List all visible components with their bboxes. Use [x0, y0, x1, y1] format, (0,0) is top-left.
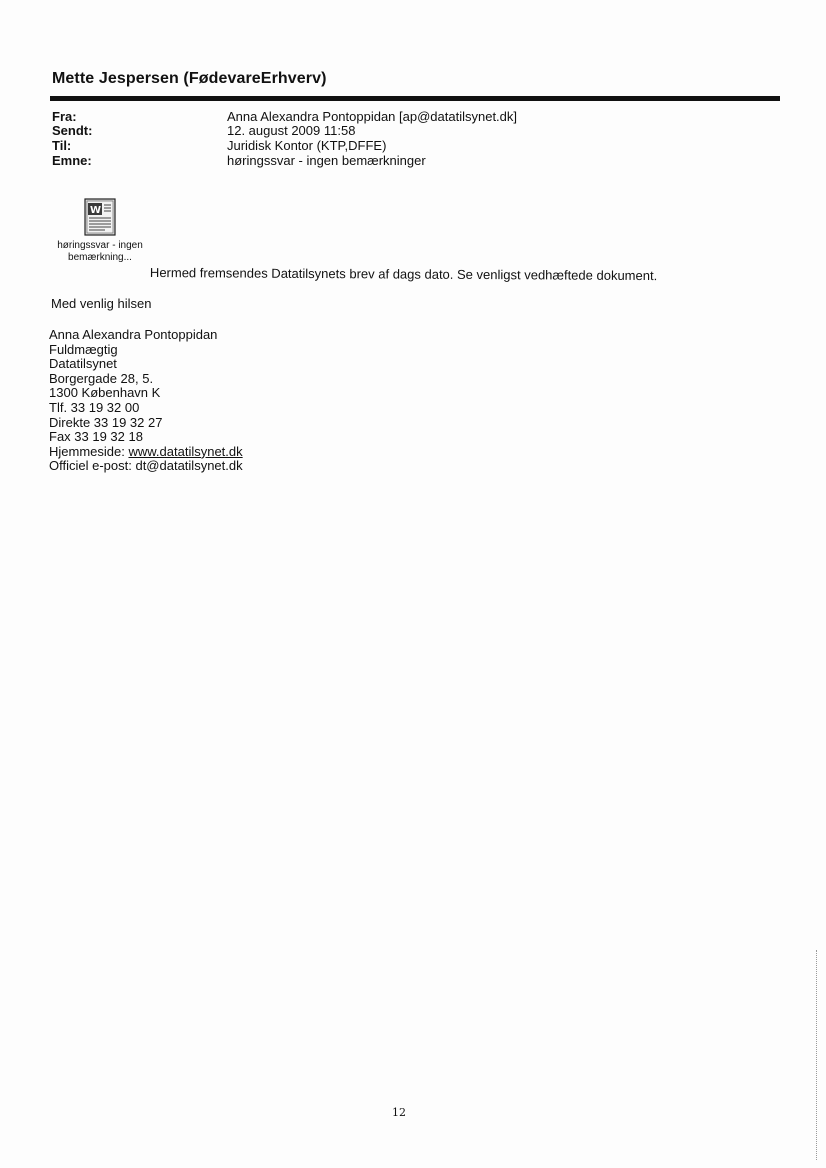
- attachment-label-line1: høringssvar - ingen: [57, 240, 143, 251]
- email-address: dt@datatilsynet.dk: [135, 458, 243, 474]
- title-divider: [50, 96, 780, 101]
- greeting: Med venlig hilsen: [51, 296, 152, 311]
- signature-website-line: [49, 445, 243, 460]
- attachment[interactable]: [40, 198, 160, 264]
- message-body: Hermed fremsendes Datatilsynets brev af dags dato. Se venligst vedhæftede dokument.: [149, 265, 658, 284]
- signature-direct: Direkte 33 19 32 27: [49, 414, 163, 430]
- website-link[interactable]: www.datatilsynet.dk: [128, 443, 243, 459]
- header-from-label: Fra:: [52, 109, 77, 124]
- header-to-value: Juridisk Kontor (KTP,DFFE): [227, 138, 387, 153]
- signature-name: Anna Alexandra Pontoppidan: [49, 327, 218, 342]
- signature-fax: Fax 33 19 32 18: [49, 429, 143, 445]
- svg-text:W: W: [90, 205, 102, 216]
- signature-block: [49, 328, 243, 474]
- mailbox-owner-title: Mette Jespersen (FødevareErhverv): [52, 70, 327, 87]
- signature-email-line: [49, 459, 243, 474]
- page-number: 12: [392, 1106, 406, 1119]
- attachment-label-line2: bemærkning...: [68, 252, 132, 263]
- signature-street: Borgergade 28, 5.: [49, 370, 154, 386]
- signature-website-label: Hjemmeside:: [49, 443, 129, 459]
- signature-organization: Datatilsynet: [49, 356, 117, 372]
- header-sent-label: Sendt:: [52, 123, 93, 138]
- signature-title: Fuldmægtig: [49, 341, 118, 357]
- header-to-label: Til:: [52, 138, 72, 153]
- signature-email-label: Officiel e-post:: [49, 458, 136, 474]
- scan-edge-artifact: [816, 950, 817, 1160]
- word-document-icon[interactable]: [83, 198, 117, 236]
- signature-phone: Tlf. 33 19 32 00: [49, 399, 140, 415]
- signature-city: 1300 København K: [49, 385, 161, 401]
- header-sent-value: 12. august 2009 11:58: [227, 123, 356, 138]
- header-subject-label: Emne:: [52, 153, 92, 168]
- header-from-value: Anna Alexandra Pontoppidan [ap@datatilsynet.dk]: [227, 109, 518, 124]
- header-subject-value: høringssvar - ingen bemærkninger: [227, 153, 426, 168]
- attachment-label[interactable]: [40, 240, 160, 264]
